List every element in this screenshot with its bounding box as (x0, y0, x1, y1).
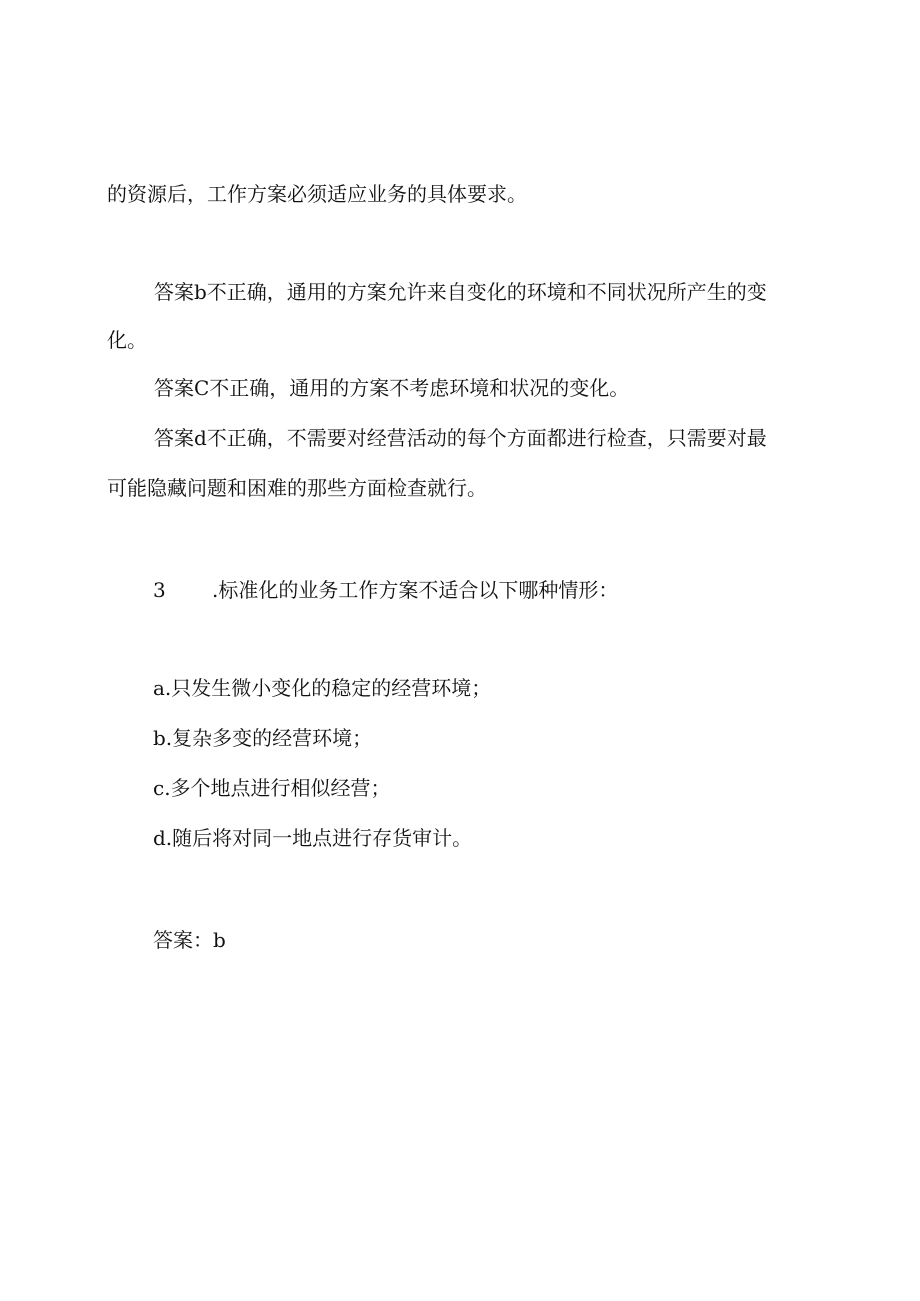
paragraph-continuation: 的资源后，工作方案必须适应业务的具体要求。 (107, 182, 527, 206)
option-a: a.只发生微小变化的稳定的经营环境； (153, 676, 492, 700)
question-text: .标准化的业务工作方案不适合以下哪种情形： (212, 578, 619, 602)
answer-c-explanation: 答案C不正确，通用的方案不考虑环境和状况的变化。 (154, 376, 630, 400)
question-number: 3 (153, 578, 166, 602)
option-b: b.复杂多变的经营环境； (153, 726, 373, 750)
option-d: d.随后将对同一地点进行存货审计。 (153, 826, 473, 850)
answer-b-explanation-line1: 答案b不正确，通用的方案允许来自变化的环境和不同状况所产生的变 (154, 280, 767, 304)
answer-d-explanation-line2: 可能隐藏问题和困难的那些方面检查就行。 (107, 476, 487, 500)
answer-line: 答案：b (153, 928, 226, 952)
answer-d-explanation-line1: 答案d不正确，不需要对经营活动的每个方面都进行检查，只需要对最 (154, 426, 767, 450)
option-c: c.多个地点进行相似经营； (153, 776, 391, 800)
answer-b-explanation-line2: 化。 (107, 328, 147, 352)
